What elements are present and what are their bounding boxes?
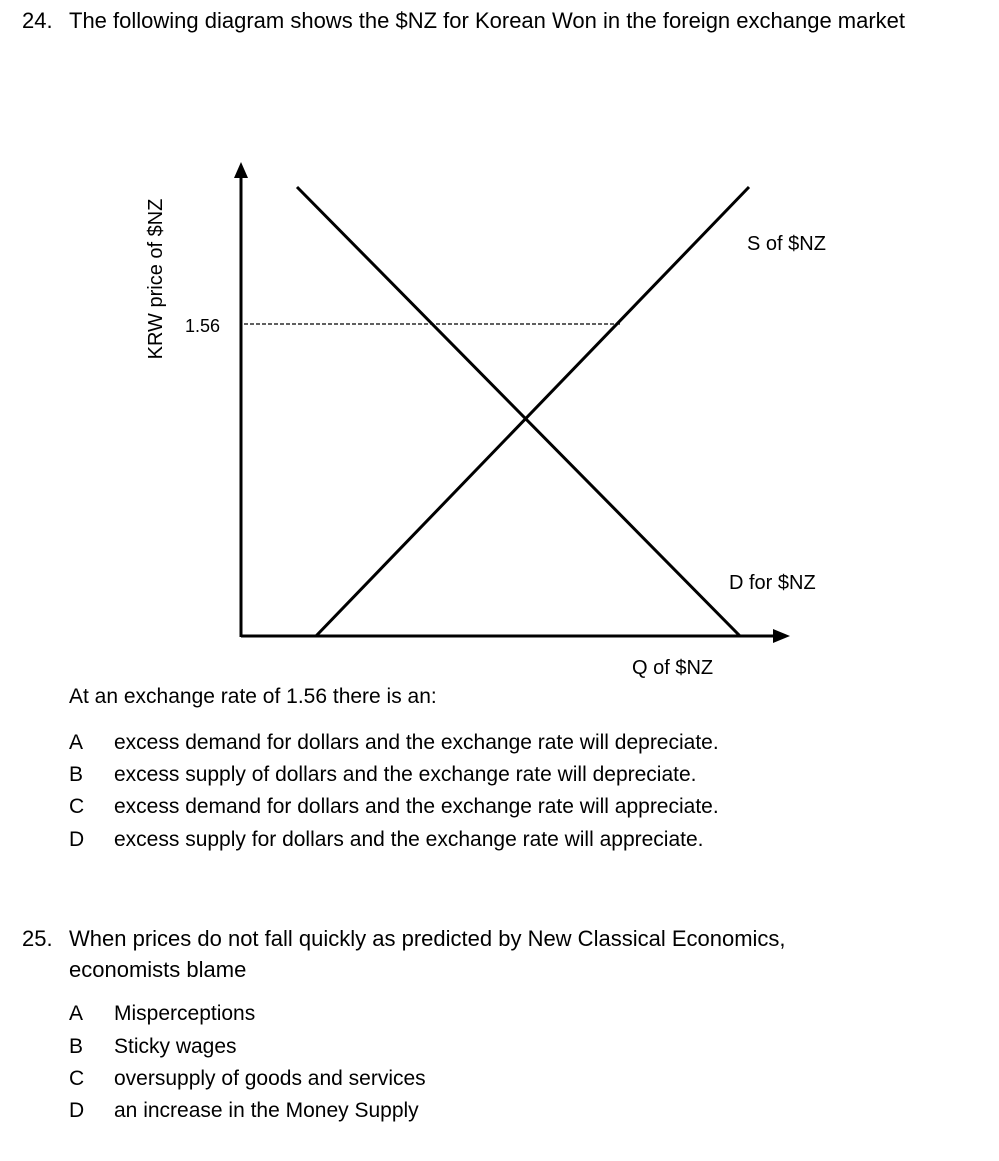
x-axis-label: Q of $NZ bbox=[632, 657, 714, 679]
q25-option-b-text: Sticky wages bbox=[114, 1035, 237, 1058]
q25-option-d-text: an increase in the Money Supply bbox=[114, 1099, 419, 1122]
y-axis-label: KRW price of $NZ bbox=[145, 198, 167, 360]
q24-option-d-letter: D bbox=[69, 828, 85, 851]
demand-curve bbox=[297, 187, 740, 636]
q24-option-c-text: excess demand for dollars and the exchange rate will appreciate. bbox=[114, 795, 719, 818]
y-axis-arrow bbox=[234, 162, 248, 178]
q25-text-line2: economists blame bbox=[69, 957, 247, 982]
q24-number: 24. bbox=[22, 8, 53, 33]
q24-option-b-letter: B bbox=[69, 763, 84, 786]
q25-option-a-text: Misperceptions bbox=[114, 1002, 256, 1025]
q24-option-a-text: excess demand for dollars and the exchange rate will depreciate. bbox=[114, 731, 719, 754]
supply-label: S of $NZ bbox=[747, 233, 826, 255]
q25-option-d-letter: D bbox=[69, 1099, 85, 1122]
price-tick-label: 1.56 bbox=[185, 316, 221, 336]
q24-option-a-letter: A bbox=[69, 731, 84, 754]
q24-text: The following diagram shows the $NZ for Korean Won in the foreign exchange market bbox=[69, 8, 906, 33]
q25-option-c-text: oversupply of goods and services bbox=[114, 1067, 426, 1090]
demand-label: D for $NZ bbox=[729, 572, 816, 594]
q25-text-line1: When prices do not fall quickly as predicted by New Classical Economics, bbox=[69, 926, 786, 951]
q25-number: 25. bbox=[22, 926, 53, 951]
x-axis-arrow bbox=[773, 629, 790, 643]
q24-option-d-text: excess supply for dollars and the exchange rate will appreciate. bbox=[114, 828, 704, 851]
q24-stem: At an exchange rate of 1.56 there is an: bbox=[69, 685, 437, 708]
q25-option-a-letter: A bbox=[69, 1002, 84, 1025]
q24-option-b-text: excess supply of dollars and the exchange rate will depreciate. bbox=[114, 763, 697, 786]
q25-option-c-letter: C bbox=[69, 1067, 85, 1090]
supply-curve bbox=[316, 187, 749, 636]
q25-option-b-letter: B bbox=[69, 1035, 84, 1058]
q24-option-c-letter: C bbox=[69, 795, 85, 818]
